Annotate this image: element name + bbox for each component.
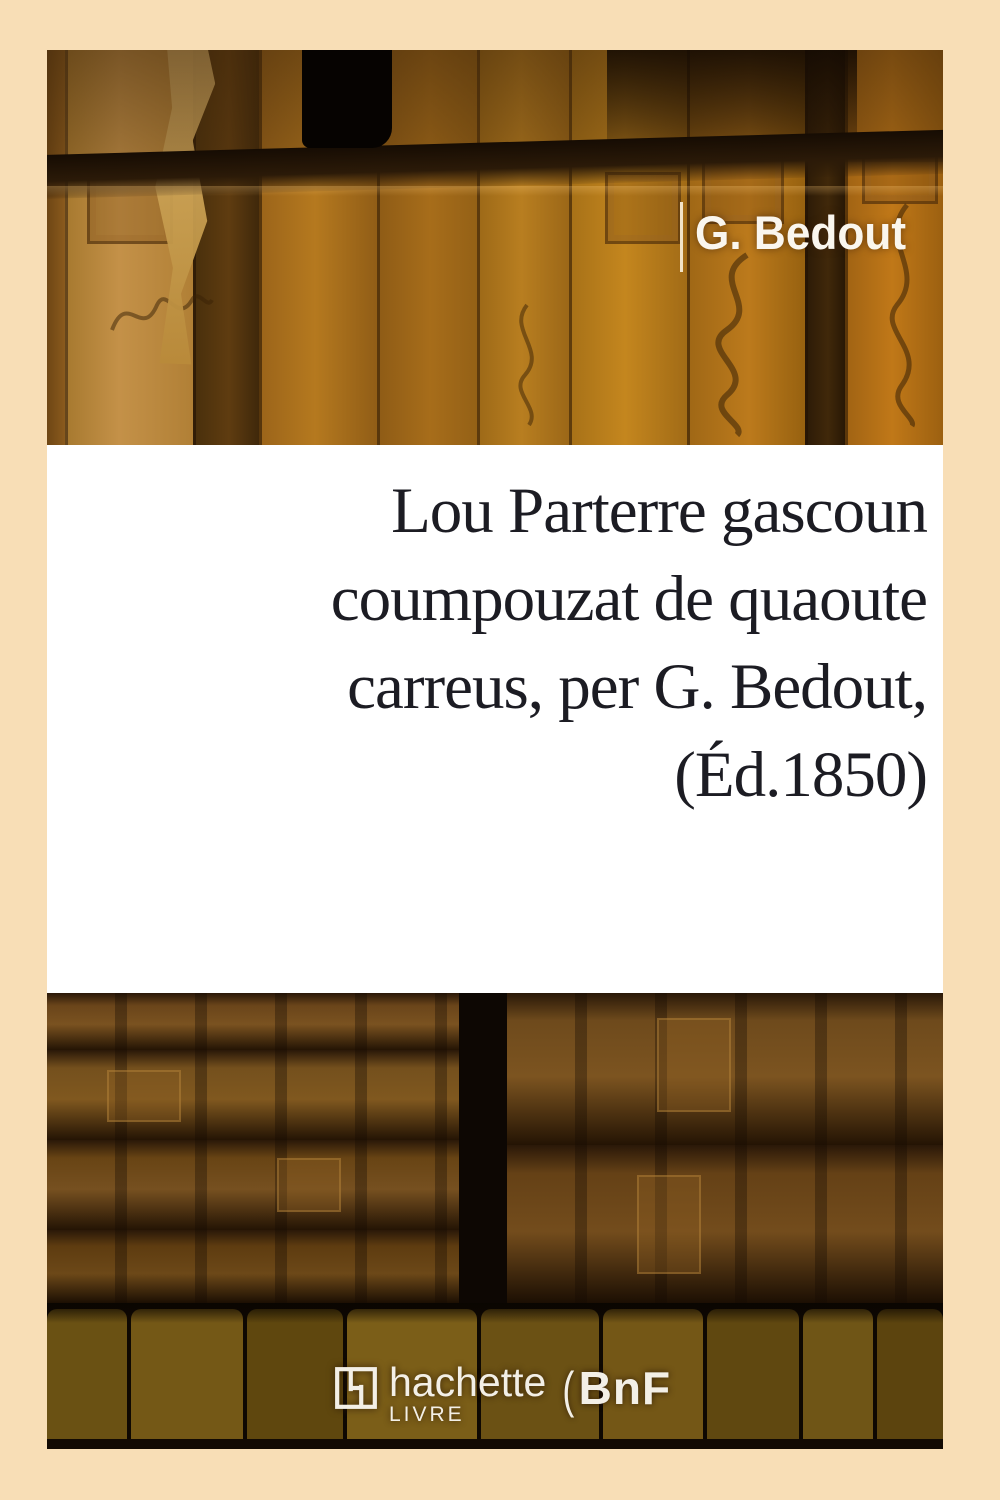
author-label-group <box>680 202 920 272</box>
author-name: G. Bedout <box>695 206 907 259</box>
handwriting-mark <box>687 250 777 440</box>
spine-label <box>637 1175 701 1274</box>
dark-gap <box>302 50 392 148</box>
title-band <box>47 445 943 993</box>
bnf-bracket-icon: ( <box>562 1362 575 1418</box>
book-spine <box>481 1309 599 1449</box>
hachette-livre-label: LIVRE <box>389 1403 465 1426</box>
spine-ridges <box>47 993 459 1050</box>
book-spine <box>347 1309 477 1449</box>
bottom-edge-shadow <box>47 1439 943 1449</box>
book-stack-right <box>507 993 943 1303</box>
stacked-book <box>47 1050 459 1140</box>
bnf-name: BnF <box>578 1362 672 1414</box>
book-title <box>331 467 927 819</box>
book-spine <box>803 1309 873 1449</box>
stacked-book <box>47 1230 459 1303</box>
book-spine <box>47 1309 127 1449</box>
title-line: (Éd.1850) <box>674 739 927 811</box>
spine-ridges <box>507 1145 943 1303</box>
dark-gap <box>459 993 507 1309</box>
book-spine <box>707 1309 799 1449</box>
spine-ridges <box>47 1140 459 1230</box>
spine-label <box>657 1018 731 1112</box>
handwriting-mark <box>497 300 557 430</box>
book-spine <box>603 1309 703 1449</box>
title-line: carreus, per G. Bedout, <box>347 651 927 723</box>
hachette-name: hachette <box>389 1359 547 1405</box>
bottom-shelf-row <box>47 1303 943 1449</box>
bottom-books-photo <box>47 993 943 1449</box>
spine-label <box>107 1070 181 1122</box>
stacked-book <box>507 1145 943 1303</box>
book-spine <box>247 1309 343 1449</box>
book-spine <box>131 1309 243 1449</box>
title-line: coumpouzat de quaoute <box>330 563 927 635</box>
spine-label <box>277 1158 341 1212</box>
author-rule <box>680 202 683 272</box>
stacked-book <box>47 1140 459 1230</box>
spine-ridges <box>47 1230 459 1303</box>
spine-top-highlight <box>47 186 943 196</box>
stacked-book <box>47 993 459 1050</box>
title-line: Lou Parterre gascoun <box>391 475 927 547</box>
handwriting-mark <box>107 270 217 350</box>
book-spine <box>877 1309 943 1449</box>
shelf-shadow <box>47 1303 943 1323</box>
book-stack-left <box>47 993 459 1303</box>
stacked-book <box>507 993 943 1145</box>
